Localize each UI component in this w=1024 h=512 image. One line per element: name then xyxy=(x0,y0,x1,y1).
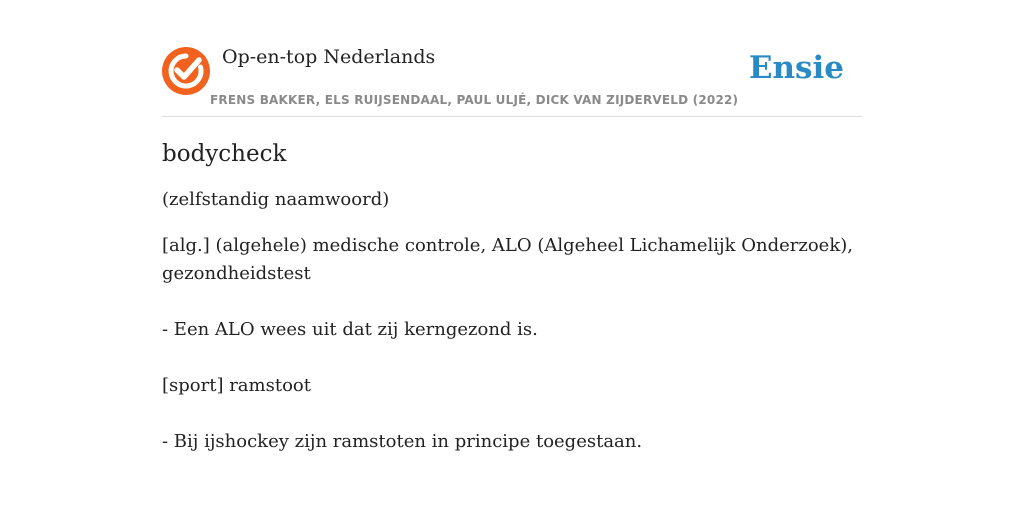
part-of-speech: (zelfstandig naamwoord) xyxy=(162,189,390,210)
headword: bodycheck xyxy=(162,141,287,167)
ensie-brand-link[interactable]: Ensie xyxy=(748,50,844,86)
definition-general: [alg.] (algehele) medische controle, ALO (Algeheel Lichamelijk Onderzoek), gezondheidstest xyxy=(162,235,853,284)
header xyxy=(162,44,862,117)
dictionary-entry xyxy=(162,138,862,484)
authors-line: FRENS BAKKER, ELS RUIJSENDAAL, PAUL ULJÉ, DICK VAN ZIJDERVELD (2022) xyxy=(210,93,739,107)
checkmark-icon xyxy=(162,47,210,95)
book-title[interactable]: Op-en-top Nederlands xyxy=(222,46,436,68)
source-logo[interactable] xyxy=(162,47,210,95)
definition-sport: [sport] ramstoot xyxy=(162,375,311,396)
example-sport: - Bij ijshockey zijn ramstoten in principe toegestaan. xyxy=(162,431,643,452)
example-general: - Een ALO wees uit dat zij kerngezond is. xyxy=(162,319,538,340)
